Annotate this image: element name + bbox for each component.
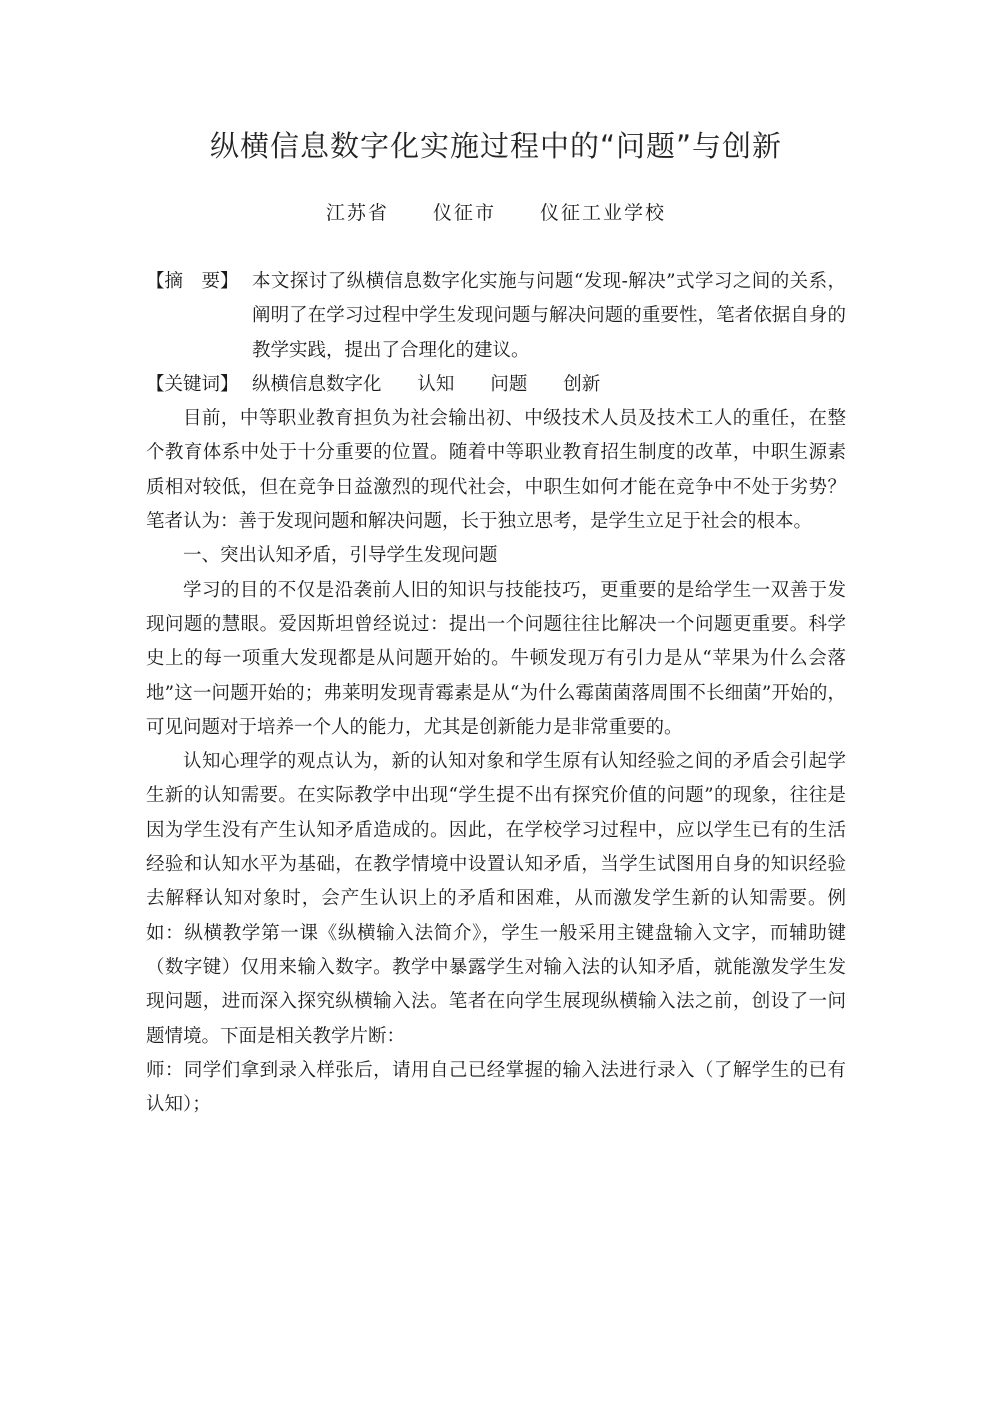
paragraph: 学习的目的不仅是沿袭前人旧的知识与技能技巧，更重要的是给学生一双善于发现问题的慧眼。爱因斯坦曾经说过：提出一个问题往往比解决一个问题更重要。科学史上的每一项重大发现都是从问题开始的。牛顿发现万有引力是从“苹果为什么会落地”这一问题开始的；弗莱明发现青霉素是从“为什么霉菌菌落周围不长细菌”开始的，可见问题对于培养一个人的能力，尤其是创新能力是非常重要的。 [146, 579, 846, 738]
author-province: 江苏省 [325, 202, 389, 224]
keywords-block [146, 368, 846, 402]
keywords-terms [252, 368, 630, 402]
paragraph: 认知心理学的观点认为，新的认知对象和学生原有认知经验之间的矛盾会引起学生新的认知需要。在实际教学中出现“学生提不出有探究价值的问题”的现象，往往是因为学生没有产生认知矛盾造成的。因此，在学校学习过程中，应以学生已有的生活经验和认知水平为基础，在教学情境中设置认知矛盾，当学生试图用自身的知识经验去解释认知对象时，会产生认识上的矛盾和困难，从而激发学生新的认知需要。例如：纵横教学第一课《纵横输入法简介》，学生一般采用主键盘输入文字，而辅助键（数字键）仅用来输入数字。教学中暴露学生对输入法的认知矛盾，就能激发学生发现问题，进而深入探究纵横输入法。笔者在向学生展现纵横输入法之前，创设了一问题情境。下面是相关教学片断： [146, 751, 846, 1047]
page-title: 纵横信息数字化实施过程中的“问题”与创新 [209, 129, 783, 163]
paragraph: 目前，中等职业教育担负为社会输出初、中级技术人员及技术工人的重任，在整个教育体系中处于十分重要的位置。随着中等职业教育招生制度的改革，中职生源素质相对较低，但在竞争日益激烈的现代社会，中职生如何才能在竞争中不处于劣势？笔者认为：善于发现问题和解决问题，长于独立思考，是学生立足于社会的根本。 [146, 408, 846, 533]
article-body [146, 265, 846, 1122]
author-line [0, 198, 992, 225]
keyword-term: 创新 [563, 373, 601, 395]
paragraph: 师：同学们拿到录入样张后，请用自己已经掌握的输入法进行录入（了解学生的已有认知）； [146, 1059, 846, 1116]
keyword-term: 纵横信息数字化 [252, 373, 382, 395]
author-city: 仪征市 [432, 202, 496, 224]
keywords-label: 【关键词】 [146, 373, 239, 395]
abstract-label: 【摘 要】 [146, 271, 239, 292]
abstract-block [146, 265, 846, 368]
keyword-term: 认知 [417, 373, 455, 395]
author-school: 仪征工业学校 [540, 202, 667, 224]
section-heading: 一、突出认知矛盾，引导学生发现问题 [183, 545, 498, 567]
abstract-text: 本文探讨了纵横信息数字化实施与问题“发现-解决”式学习之间的关系，阐明了在学习过程中学生发现问题与解决问题的重要性，笔者依据自身的教学实践，提出了合理化的建议。 [252, 271, 846, 361]
keyword-term: 问题 [490, 373, 528, 395]
